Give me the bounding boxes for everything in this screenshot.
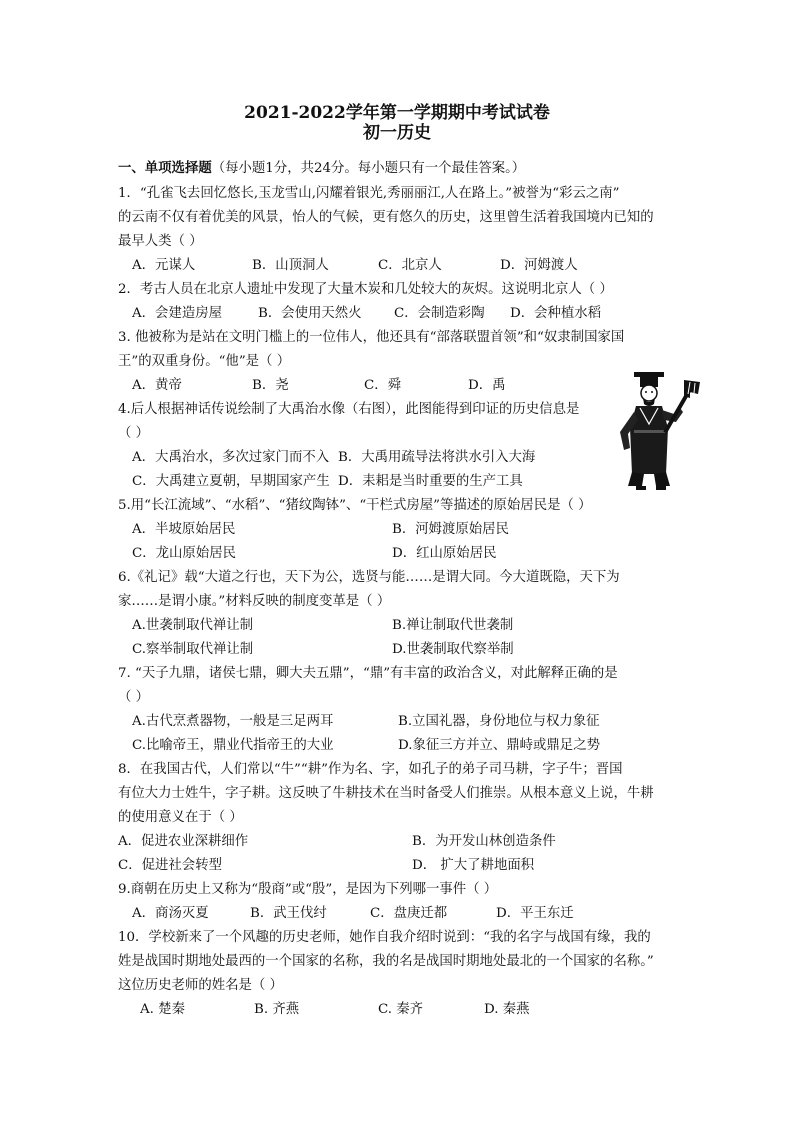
question-6-option-b: B.禅让制取代世袭制 <box>392 618 514 633</box>
question-4-option-c: C．大禹建立夏朝，早期国家产生 <box>132 474 330 489</box>
question-6-option-d: D.世袭制取代察举制 <box>392 642 514 657</box>
question-9-option-d: D．平王东迁 <box>496 906 574 921</box>
question-3-option-d: D．禹 <box>468 378 506 393</box>
question-1-line-3: 最早人类（ ） <box>118 234 203 249</box>
question-10-option-b: B. 齐燕 <box>254 1002 300 1017</box>
question-7-option-c: C.比喻帝王，鼎业代指帝王的大业 <box>132 738 334 753</box>
question-1-line-2: 的云南不仅有着优美的风景，怡人的气候，更有悠久的历史，这里曾生活着我国境内已知的 <box>118 210 654 225</box>
question-3-option-a: A．黄帝 <box>132 378 182 393</box>
question-10-option-d: D. 秦燕 <box>484 1002 530 1017</box>
question-2-option-c: C．会制造彩陶 <box>394 306 485 321</box>
question-4-option-b: B．大禹用疏导法将洪水引入大海 <box>338 450 536 465</box>
question-7-line-1: 7. “天子九鼎，诸侯七鼎，卿大夫五鼎”，“鼎”有丰富的政治含义，对此解释正确的是 <box>118 666 618 681</box>
question-8-line-2: 有位大力士姓牛，字子耕。这反映了牛耕技术在当时备受人们推崇。从根本意义上说，牛耕 <box>118 786 654 801</box>
question-6-option-a: A.世袭制取代禅让制 <box>132 618 254 633</box>
question-8-option-a: A．促进农业深耕细作 <box>118 834 249 849</box>
question-4-line-1: 4.后人根据神话传说绘制了大禹治水像（右图），此图能得到印证的历史信息是 <box>118 402 580 417</box>
question-10-option-a: A. 楚秦 <box>140 1002 185 1017</box>
question-5-option-d: D．红山原始居民 <box>392 546 497 561</box>
question-8-line-3: 的使用意义在于（ ） <box>118 810 243 825</box>
question-9-line-1: 9.商朝在历史上又称为“殷商”或“殷”，是因为下列哪一事件（ ） <box>118 882 498 897</box>
question-8-option-c: C．促进社会转型 <box>118 858 222 873</box>
question-5-line-1: 5.用“长江流域”、“水稻”、“猪纹陶钵”、“干栏式房屋”等描述的原始居民是（ ） <box>118 498 592 513</box>
question-4-line-2: （ ） <box>118 426 150 441</box>
question-10-line-1: 10．学校新来了一个风趣的历史老师，她作自我介绍时说到：“我的名字与战国有缘，我的 <box>118 930 651 945</box>
question-3-line-1: 3. 他被称为是站在文明门槛上的一位伟人，他还具有“部落联盟首领”和“奴隶制国家国 <box>118 330 625 345</box>
question-1-option-b: B．山顶洞人 <box>252 258 329 273</box>
question-7-option-b: B.立国礼器，身份地位与权力象征 <box>398 714 600 729</box>
question-9-option-a: A．商汤灭夏 <box>132 906 209 921</box>
question-10-line-2: 姓是战国时期地处最西的一个国家的名称，我的名是战国时期地处最北的一个国家的名称。” <box>118 954 654 969</box>
question-3-option-b: B．尧 <box>252 378 289 393</box>
question-1-option-a: A．元谋人 <box>132 258 196 273</box>
exam-title: 2021-2022学年第一学期期中考试试卷 <box>244 103 550 123</box>
question-10-option-c: C. 秦齐 <box>378 1002 424 1017</box>
question-7-option-d: D.象征三方并立、鼎峙或鼎足之势 <box>398 738 600 753</box>
question-3-line-2: 王”的双重身份。“他”是（ ） <box>118 354 291 369</box>
question-1-option-d: D．河姆渡人 <box>500 258 578 273</box>
question-5-option-c: C．龙山原始居民 <box>132 546 236 561</box>
question-2-option-d: D．会种植水稻 <box>510 306 602 321</box>
question-2-option-b: B．会使用天然火 <box>258 306 362 321</box>
question-7-line-2: （ ） <box>118 690 150 705</box>
question-8-option-b: B．为开发山林创造条件 <box>412 834 556 849</box>
question-2-line-1: 2．考古人员在北京人遗址中发现了大量木炭和几处较大的灰烬。这说明北京人（ ） <box>118 282 613 297</box>
question-4-option-a: A．大禹治水，多次过家门而不入 <box>132 450 330 465</box>
question-5-option-a: A．半坡原始居民 <box>132 522 236 537</box>
question-6-line-2: 家……是谓小康。”材料反映的制度变革是（ ） <box>118 594 391 609</box>
section-title: 一、单项选择题 <box>118 160 212 176</box>
question-1-line-1: 1．“孔雀飞去回忆悠长,玉龙雪山,闪耀着银光,秀丽丽江,人在路上。”被誉为“彩云之南” <box>118 186 620 201</box>
question-4-option-d: D．耒耜是当时重要的生产工具 <box>338 474 523 489</box>
question-3-option-c: C．舜 <box>364 378 402 393</box>
section-note: （每小题1分，共24分。每小题只有一个最佳答案。） <box>211 161 526 176</box>
question-6-option-c: C.察举制取代禅让制 <box>132 642 254 657</box>
question-1-option-c: C．北京人 <box>378 258 442 273</box>
question-6-line-1: 6.《礼记》载“大道之行也，天下为公，选贤与能……是谓大同。今大道既隐，天下为 <box>118 570 620 585</box>
question-7-option-a: A.古代烹煮器物，一般是三足两耳 <box>132 714 334 729</box>
exam-subtitle: 初一历史 <box>363 123 431 143</box>
question-9-option-b: B．武王伐纣 <box>250 906 327 921</box>
question-8-line-1: 8．在我国古代，人们常以“牛”“耕”作为名、字，如孔子的弟子司马耕，字子牛；晋国 <box>118 762 623 777</box>
question-2-option-a: A．会建造房屋 <box>132 306 223 321</box>
dayu-flood-control-illustration <box>610 368 702 494</box>
question-5-option-b: B．河姆渡原始居民 <box>392 522 509 537</box>
question-9-option-c: C．盘庚迁都 <box>370 906 448 921</box>
question-10-line-3: 这位历史老师的姓名是（ ） <box>118 978 283 993</box>
section-heading <box>118 160 525 177</box>
question-8-option-d: D． 扩大了耕地面积 <box>412 858 535 873</box>
